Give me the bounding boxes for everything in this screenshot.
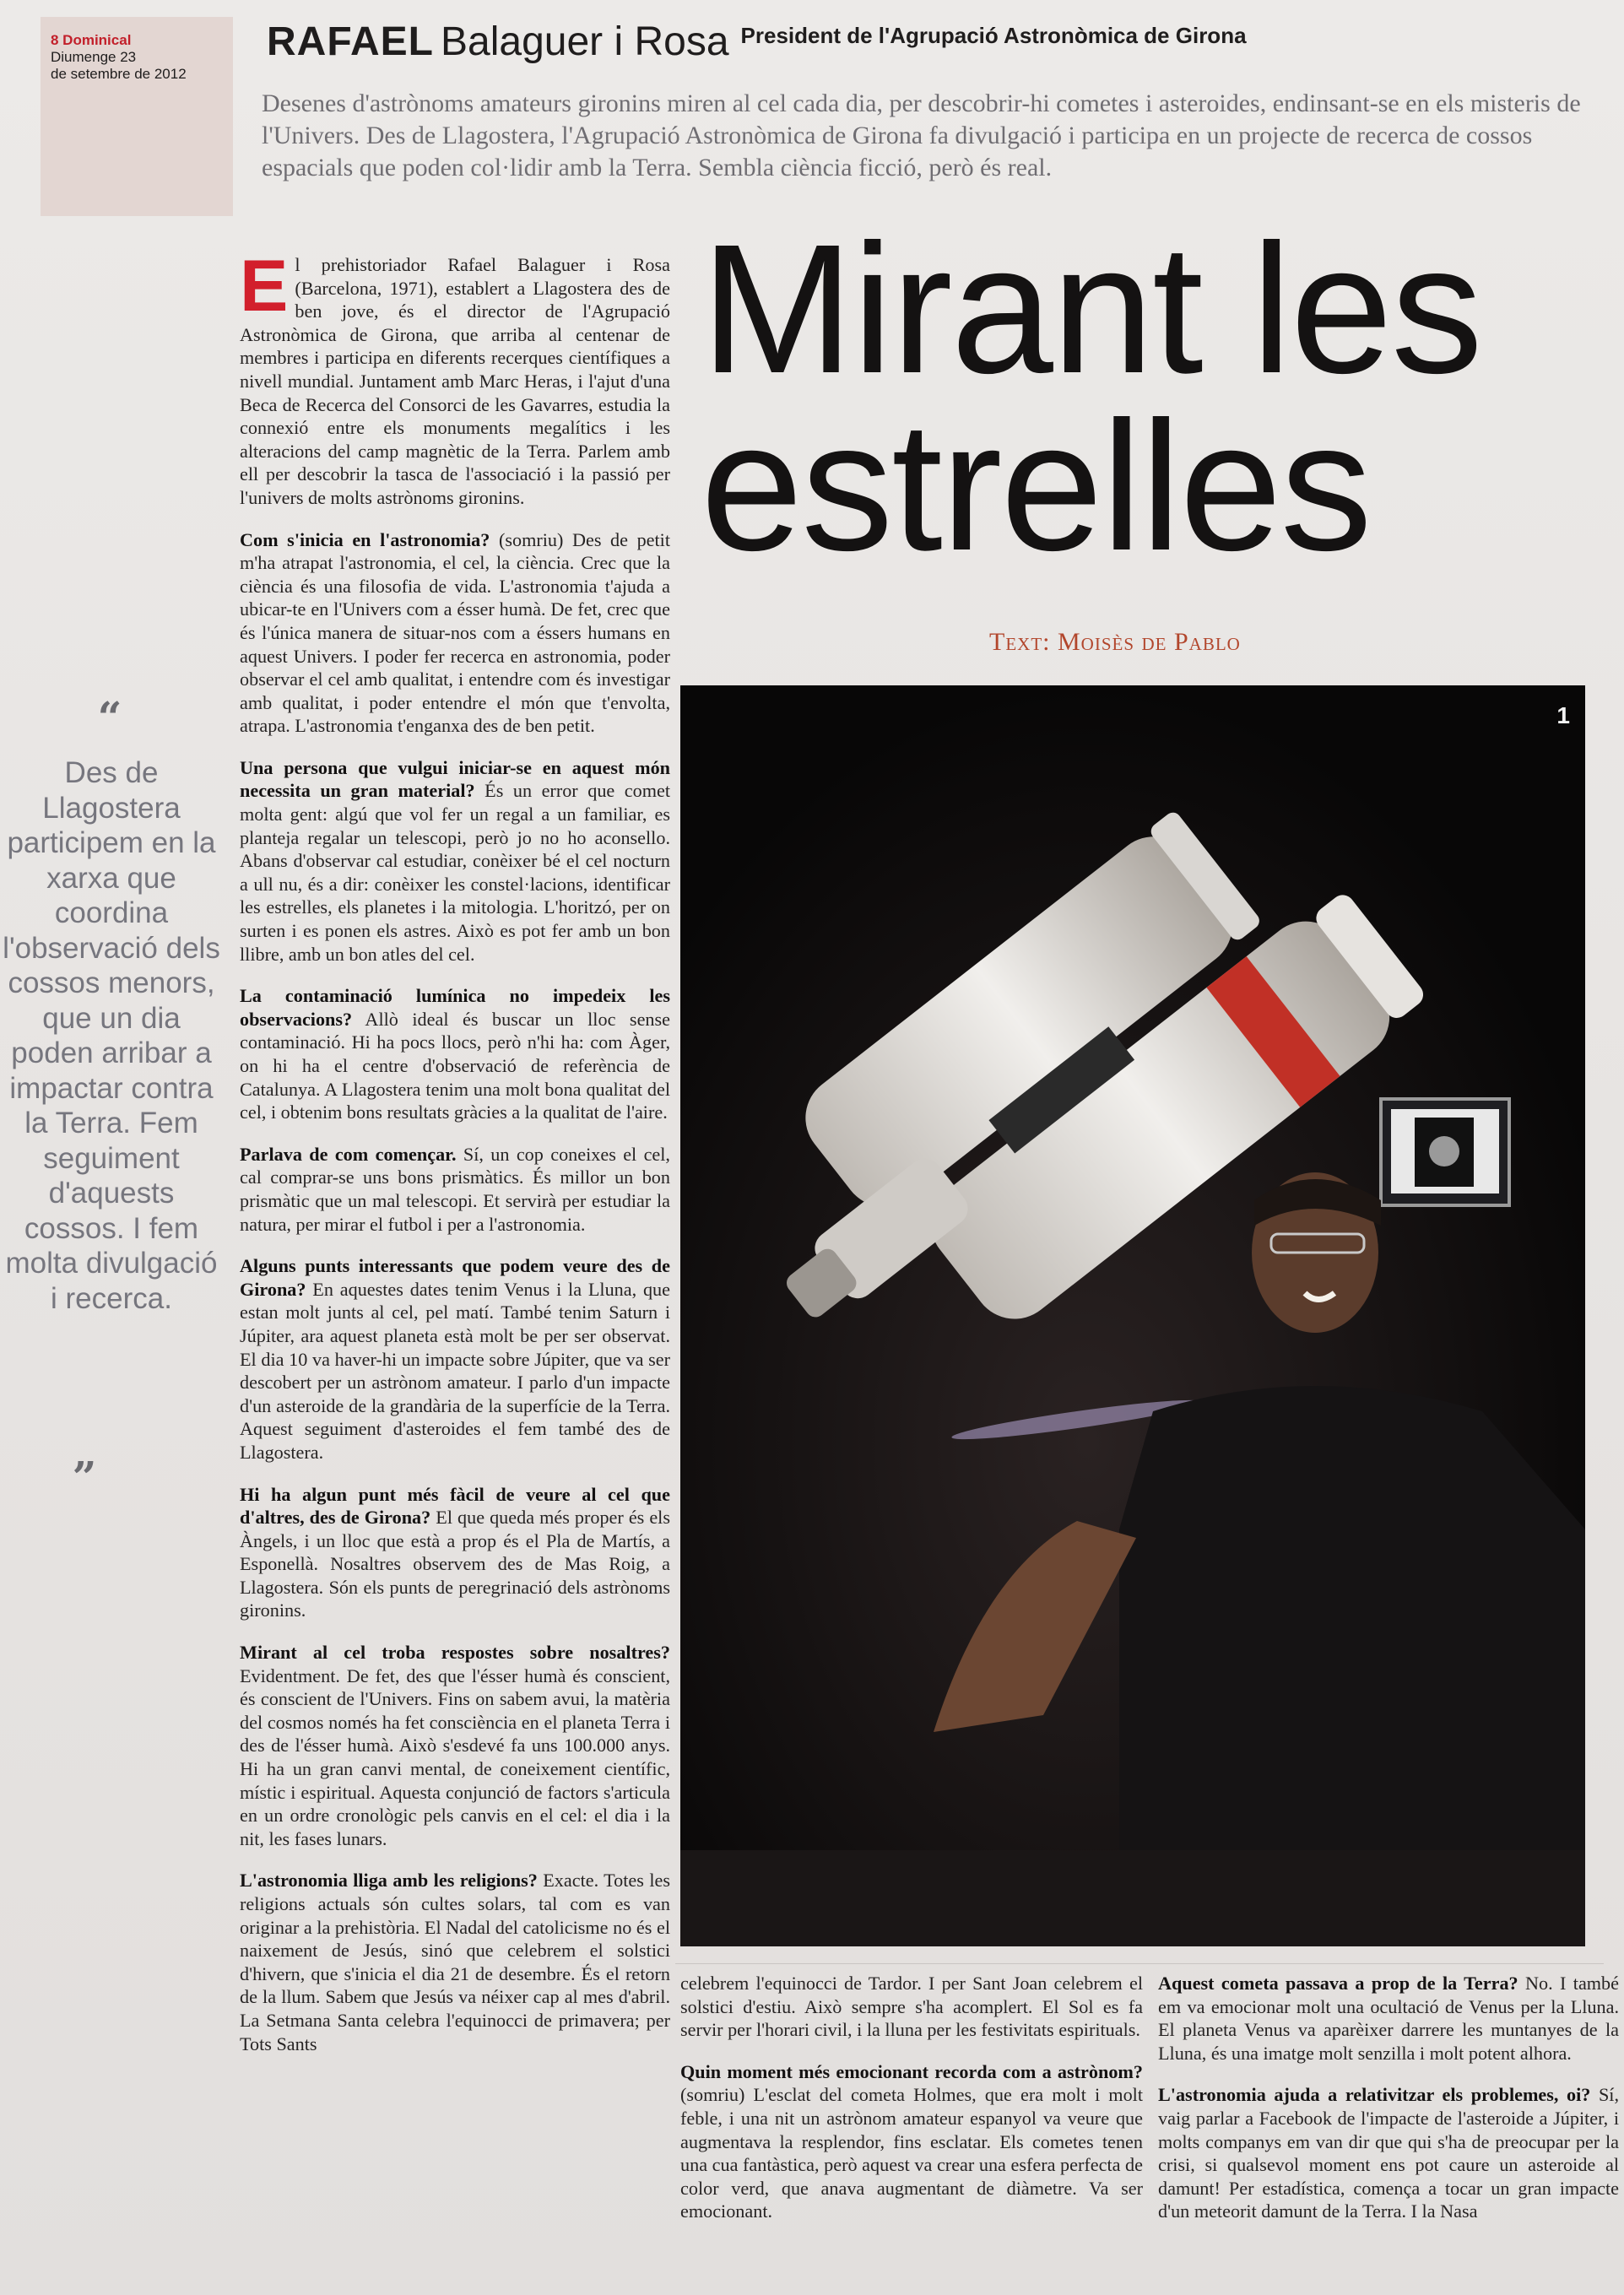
interviewee-header [267,19,1583,65]
lede-paragraph: Desenes d'astrònoms amateurs gironins miren al cel cada dia, per descobrir-hi cometes i asteroides, endinsant-se en els misteris de l'Univers. Des de Llagostera, l'Agrupació Astronòmica de Girona fa divulgació i participa en un projecte de recerca de cossos espacials que poden col·lidir amb la Terra. Sembla ciència ficció, però és real. [262,89,1581,181]
qa-answer: És un error que comet molta gent: algú que vol fer un regal a un familiar, es planteja regalar un telescopi, però jo no ho aconsello. Abans d'observar cal estudiar, conèixer bé el cel nocturn a ull nu, és a dir: conèixer les constel·lacions, identificar les estrelles, els planetes i la mitologia. L'horitzó, per on surten i es ponen els astres. Això es pot fer amb un bon llibre, amb un bon atles del cel. [240,780,671,965]
qa-question: Quin moment més emocionant recorda com a astrònom? [680,2060,1143,2082]
qa-question: Hi ha algun punt més fàcil de veure al cel que d'altres, des de Girona? [240,1483,670,1529]
text-column-3 [1158,1972,1619,2242]
qa-answer: No. I també em va emocionar molt una ocultació de Venus per la Lluna. El planeta Venus va aparèixer darrere les muntanyes de la Lluna, és una imatge molt senzilla i molt potent alhora. [1158,1973,1619,2064]
telescope-photo [680,685,1585,1946]
qa-block [240,756,670,966]
edition-tag [41,17,233,216]
qa-block [240,1869,670,2055]
qa-answer: El que queda més proper és els Àngels, i un lloc que està a prop és el Pla de Martís, a Esponellà. Nosaltres observem des de Mas Roig, a Llagostera. Són els punts de peregrinació dels astrònoms gironins. [240,1507,670,1621]
qa-answer: (somriu) L'esclat del cometa Holmes, que era molt i molt feble, i una nit un astrònom amateur espanyol va veure que augmentava la resplendor, fins esclatar. Els cometes tenen una cua fantàstica, però aquest va crear una esfera perfecta de color verd, que anava augmentant de diàmetre. Va ser emocionant. [680,2084,1143,2222]
text-column-2 [680,1972,1143,2242]
intro-paragraph [240,246,670,510]
telescope-photo-illustration [680,685,1585,1946]
qa-question: Parlava de com començar. [240,1143,457,1165]
section-label: 8 Dominical [51,32,132,48]
qa-question: Alguns punts interessants que podem veure des de Girona? [240,1255,670,1300]
qa-answer: En aquestes dates tenim Venus i la Lluna, que estan molt junts al cel, pel matí. També tenim Saturn i Júpiter, ara aquest planeta està molt be per ser observat. El dia 10 va haver-hi un impacte sobre Júpiter, que va ser descobert per un astrònom amateur. I parlo d'un impacte d'un asteroide de la grandària de la superfície de la Terra. Aquest seguiment d'asteroides el fem també des de Llagostera. [240,1278,670,1463]
qa-block [240,1483,670,1623]
qa-block [240,984,670,1124]
qa-answer: Sí, vaig parlar a Facebook de l'impacte de l'asteroide a Júpiter, i molts companys em van dir que qui s'ha de preocupar per la crisi, si qualsevol moment ens pot caure un asteroide al damunt! Per estadística, comença a tocar un gran impacte d'un meteorit damunt de la Terra. I la Nasa [1158,2084,1619,2222]
qa-answer: Exacte. Totes les religions actuals són cultes solars, tal com es van originar a la prehistòria. El Nadal del catolicisme no és el naixement de Jesús, sinó que celebrem el solstici d'hivern, que s'inicia el dia 21 de desembre. És el retorn de la llum. Sabem que Jesús va néixer cap al mes d'abril. La Setmana Santa celebra l'equinocci de primavera; per Tots Sants [240,1870,670,2054]
text-column-1 [240,246,671,2074]
title-line-2: estrelles [701,384,1371,589]
interviewee-role: President de l'Agrupació Astronòmica de Girona [740,23,1247,48]
qa-block [240,1143,670,1236]
qa-question: Una persona que vulgui iniciar-se en aquest món necessita un gran material? [240,756,670,802]
article-title [701,207,1612,589]
interviewee-first-name: RAFAEL [267,19,434,64]
byline: Text: Moisès de Pablo [989,628,1241,656]
qa-question: Aquest cometa passava a prop de la Terra? [1158,1973,1518,1994]
qa-block [1158,1972,1619,2065]
qa-block [240,528,670,738]
qa-question: La contaminació lumínica no impedeix les observacions? [240,985,670,1030]
date-line-1: Diumenge 23 [51,49,137,65]
column-divider [675,1963,1604,1964]
open-quote-icon: “ [97,692,122,742]
date-line-2: de setembre de 2012 [51,66,187,82]
pull-quote: Des de Llagostera participem en la xarxa que coordina l'observació dels cossos menors, que un dia poden arribar a impactar contra la Terra. Fem seguiment d'aquests cossos. I fem molta divulgació i recerca. [3,756,220,1315]
qa-question: L'astronomia ajuda a relativitzar els problemes, oi? [1158,2084,1591,2106]
drop-cap: E [240,246,289,327]
qa-answer: Sí, un cop coneixes el cel, cal comprar-se uns bons prismàtics. És millor un bon prismàtic que un mal telescopi. Et servirà per estudiar la natura, per mirar el futbol i per a l'astronomia. [240,1143,670,1235]
qa-block [680,2060,1143,2223]
qa-answer: (somriu) Des de petit m'ha atrapat l'astronomia, el cel, la ciència. Crec que la ciència és una filosofia de vida. L'astronomia t'ajuda a ubicar-te en l'Univers com a ésser humà. De fet, crec que és l'única manera de situar-nos com a éssers humans en aquest Univers. I poder fer recerca en astronomia, poder observar el cel amb qualitat, i entendre com és investigar amb qualitat, i poder entendre el món que t'envolta, atrapa. L'astronomia t'enganxa des de ben petit. [240,528,670,737]
qa-block [240,1641,670,1850]
qa-answer: Evidentment. De fet, des que l'ésser humà és conscient, és conscient de l'Univers. Fins on sabem avui, la matèria del cosmos només ha fet consciència en el planeta Terra i des de l'ésser humà. Això s'esdevé fa uns 100.000 anys. Hi ha un gran canvi mental, de coneixement científic, místic i espiritual. Aquesta conjunció de factors s'articula en un ordre cronològic pels canvis en el cel: el dia i la nit, les fases lunars. [240,1664,670,1849]
close-quote-icon: ” [72,1452,97,1502]
title-line-1: Mirant les [701,207,1481,412]
qa-answer: Allò ideal és buscar un lloc sense contaminació. Hi ha pocs llocs, però n'hi ha: com Àger, on hi ha el centre d'observació de referència de Catalunya. A Llagostera tenim una molt bona qualitat del cel, i obtenim bons resultats gràcies a la qualitat de l'aire. [240,1008,670,1123]
qa-block [240,1254,670,1464]
qa-block [680,1972,1143,2042]
interviewee-last-name: Balaguer i Rosa [441,19,729,64]
qa-question: L'astronomia lliga amb les religions? [240,1870,538,1892]
intro-text: l prehistoriador Rafael Balaguer i Rosa (Barcelona, 1971), establert a Llagostera des de ben jove, és el director de l'Agrupació Astronòmica de Girona, que arriba al centenar de membres i participa en diferents recerques científiques a nivell mundial. Juntament amb Marc Heras, i l'ajut d'una Beca de Recerca del Consorci de les Gavarres, estudia la connexió entre els monuments megalítics i les alteracions del camp magnètic de la Terra. Parlem amb ell per descobrir la tasca de l'associació i la passió per l'univers de molts astrònoms gironins. [240,254,670,508]
qa-question: Mirant al cel troba respostes sobre nosaltres? [240,1642,670,1664]
qa-answer: celebrem l'equinocci de Tardor. I per Sant Joan celebrem el solstici d'estiu. Això sempre s'ha acomplert. El Sol es fa servir per l'horari civil, i la lluna per les festivitats espirituals. [680,1973,1143,2041]
qa-question: Com s'inicia en l'astronomia? [240,528,490,550]
qa-block [1158,2083,1619,2223]
photo-number: 1 [1556,702,1570,728]
